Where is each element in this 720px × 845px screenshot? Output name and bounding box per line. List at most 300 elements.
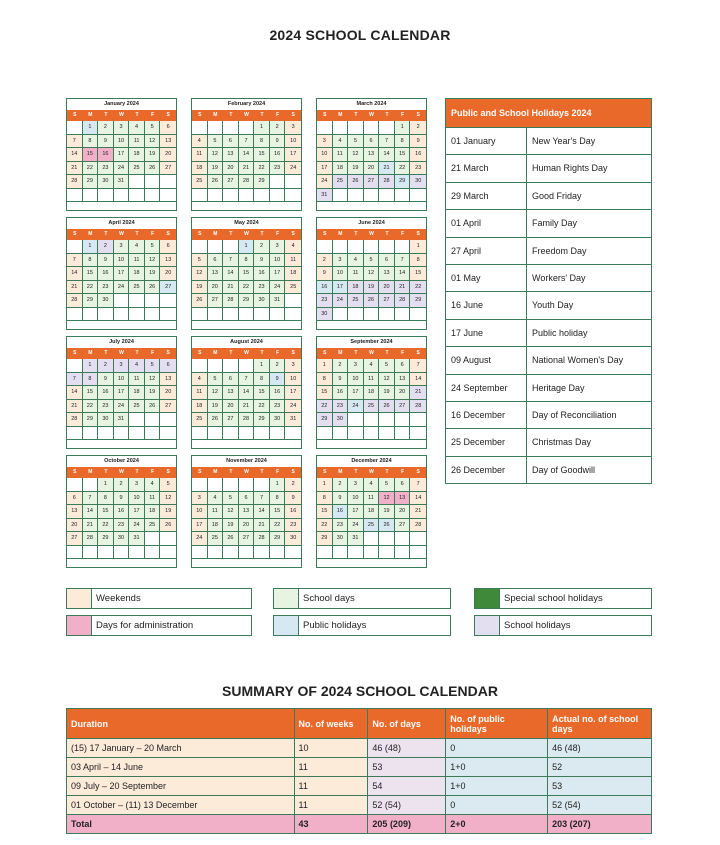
day-cell: 17: [192, 519, 208, 533]
weekday-label: S: [166, 469, 170, 475]
weekday-label: W: [369, 112, 374, 118]
month-name: January 2024: [67, 99, 176, 110]
day-cell: 27: [223, 175, 239, 189]
summary-cell: 11: [294, 758, 368, 777]
day-cell: 9: [317, 267, 333, 281]
summary-title: SUMMARY OF 2024 SCHOOL CALENDAR: [222, 683, 498, 699]
day-cell: 30: [285, 532, 301, 546]
day-cell: 25: [208, 532, 224, 546]
day-cell: [395, 532, 411, 546]
weekday-label: T: [229, 112, 233, 118]
day-cell: 21: [410, 505, 426, 519]
day-cell: 6: [160, 121, 176, 135]
day-cell: 29: [270, 532, 286, 546]
day-cell: 17: [285, 386, 301, 400]
day-cell: [410, 413, 426, 427]
day-cell: 17: [285, 148, 301, 162]
day-cell: 28: [67, 294, 83, 308]
weekday-label: W: [244, 231, 249, 237]
day-cell: 22: [395, 162, 411, 176]
day-cell: [395, 240, 411, 254]
day-cell: 11: [129, 135, 145, 149]
month-calendar: [316, 217, 427, 330]
day-cell: [83, 427, 99, 441]
day-cell: 24: [285, 162, 301, 176]
day-cell: [254, 427, 270, 441]
day-cell: 30: [270, 413, 286, 427]
day-cell: [364, 413, 380, 427]
day-cell: [317, 427, 333, 441]
holiday-date: 01 April: [446, 210, 527, 237]
holiday-name: National Women's Day: [532, 355, 624, 366]
day-cell: 24: [114, 162, 130, 176]
weekday-label: T: [385, 469, 389, 475]
day-cell: 10: [285, 135, 301, 149]
weekday-label: F: [401, 231, 405, 237]
day-cell: 22: [98, 519, 114, 533]
day-cell: 15: [254, 148, 270, 162]
day-cell: 19: [379, 386, 395, 400]
weekday-label: W: [119, 350, 124, 356]
day-cell: 7: [379, 135, 395, 149]
day-cell: [364, 308, 380, 322]
day-cell: [395, 546, 411, 560]
day-cell: [254, 189, 270, 203]
weekday-label: S: [323, 231, 327, 237]
day-cell: 2: [410, 121, 426, 135]
day-cell: 28: [239, 413, 255, 427]
day-cell: 3: [129, 478, 145, 492]
day-cell: 19: [208, 162, 224, 176]
month-calendar: [191, 98, 302, 211]
day-cell: 5: [348, 135, 364, 149]
weekday-label: T: [229, 469, 233, 475]
day-cell: 16: [270, 386, 286, 400]
day-cell: [317, 121, 333, 135]
day-cell: 7: [67, 135, 83, 149]
day-cell: [67, 240, 83, 254]
day-cell: 27: [67, 532, 83, 546]
summary-header-days: No. of days: [368, 709, 446, 739]
holiday-date: 16 June: [446, 292, 527, 319]
day-cell: [410, 427, 426, 441]
day-cell: 6: [395, 359, 411, 373]
day-cell: 20: [223, 400, 239, 414]
day-cell: [270, 308, 286, 322]
day-cell: [285, 308, 301, 322]
day-cell: 26: [208, 175, 224, 189]
weekday-header: [317, 110, 426, 121]
summary-header-duration: Duration: [67, 709, 295, 739]
day-cell: 2: [317, 254, 333, 268]
day-cell: 6: [364, 135, 380, 149]
day-cell: 24: [192, 532, 208, 546]
day-cell: 3: [285, 359, 301, 373]
day-cell: [192, 427, 208, 441]
day-cell: 31: [114, 175, 130, 189]
day-cell: 4: [364, 359, 380, 373]
day-cell: 20: [379, 281, 395, 295]
month-name: October 2024: [67, 456, 176, 467]
day-cell: 11: [364, 492, 380, 506]
weekday-label: T: [260, 112, 264, 118]
day-cell: [379, 532, 395, 546]
day-cell: 12: [192, 267, 208, 281]
day-cell: [208, 546, 224, 560]
day-cell: 15: [83, 386, 99, 400]
day-cell: 6: [395, 478, 411, 492]
day-cell: [239, 427, 255, 441]
day-cell: 13: [364, 148, 380, 162]
day-cell: [223, 189, 239, 203]
day-cell: [129, 294, 145, 308]
holiday-row: [446, 182, 651, 209]
day-cell: [208, 359, 224, 373]
day-cell: [83, 308, 99, 322]
day-cell: 11: [192, 148, 208, 162]
day-cell: 3: [348, 478, 364, 492]
day-cell: 16: [317, 281, 333, 295]
summary-total-row: [67, 815, 652, 834]
day-cell: 26: [208, 413, 224, 427]
holiday-date: 27 April: [446, 238, 527, 265]
day-cell: 7: [395, 254, 411, 268]
day-cell: 20: [208, 281, 224, 295]
summary-row: [67, 777, 652, 796]
day-cell: 1: [317, 478, 333, 492]
weekday-label: T: [135, 350, 139, 356]
day-cell: 12: [208, 386, 224, 400]
day-cell: 19: [160, 505, 176, 519]
day-cell: 12: [379, 373, 395, 387]
day-cell: 23: [114, 519, 130, 533]
weekday-header: [67, 110, 176, 121]
day-cell: 11: [348, 267, 364, 281]
day-cell: 21: [395, 281, 411, 295]
day-cell: [160, 294, 176, 308]
day-cell: [160, 175, 176, 189]
month-calendar: [66, 217, 177, 330]
month-name: August 2024: [192, 337, 301, 348]
holiday-row: [446, 291, 651, 318]
day-cell: [223, 359, 239, 373]
day-cell: 22: [83, 281, 99, 295]
day-cell: 5: [223, 492, 239, 506]
day-cell: 26: [145, 162, 161, 176]
summary-cell: 1+0: [446, 758, 548, 777]
day-cell: 16: [114, 505, 130, 519]
legend-swatch-school-days: [274, 589, 299, 608]
day-cell: [208, 427, 224, 441]
day-cell: 23: [270, 400, 286, 414]
day-cell: 16: [98, 386, 114, 400]
day-cell: [67, 189, 83, 203]
day-cell: [129, 175, 145, 189]
day-cell: 20: [395, 505, 411, 519]
day-cell: [114, 294, 130, 308]
day-cell: 29: [98, 532, 114, 546]
summary-cell: 2+0: [446, 815, 548, 834]
day-cell: [114, 427, 130, 441]
summary-header-weeks: No. of weeks: [294, 709, 368, 739]
day-cell: [285, 546, 301, 560]
summary-cell: 53: [548, 777, 652, 796]
day-cell: [192, 240, 208, 254]
day-cell: 5: [379, 359, 395, 373]
day-cell: 1: [395, 121, 411, 135]
day-cell: 13: [223, 386, 239, 400]
day-cell: 3: [333, 254, 349, 268]
day-cell: [348, 427, 364, 441]
weekday-label: W: [119, 112, 124, 118]
summary-cell: 09 July – 20 September: [67, 777, 295, 796]
day-cell: [98, 308, 114, 322]
weekday-label: M: [213, 350, 218, 356]
holiday-name: Day of Goodwill: [532, 464, 596, 475]
day-cell: 20: [160, 386, 176, 400]
day-cell: 9: [270, 135, 286, 149]
day-cell: [145, 294, 161, 308]
day-cell: [223, 308, 239, 322]
day-cell: 5: [145, 240, 161, 254]
day-cell: 7: [239, 135, 255, 149]
holiday-row: [446, 319, 651, 346]
day-cell: 12: [223, 505, 239, 519]
day-cell: 15: [83, 267, 99, 281]
day-cell: [145, 427, 161, 441]
summary-cell: 03 April – 14 June: [67, 758, 295, 777]
month-calendar: [191, 217, 302, 330]
day-cell: 31: [348, 532, 364, 546]
day-cell: [160, 427, 176, 441]
day-cell: 4: [364, 478, 380, 492]
day-cell: 9: [333, 492, 349, 506]
day-cell: 14: [410, 373, 426, 387]
day-cell: 21: [239, 162, 255, 176]
day-cell: 13: [239, 505, 255, 519]
day-cell: 22: [317, 519, 333, 533]
day-cell: 3: [285, 121, 301, 135]
weekday-label: T: [104, 350, 108, 356]
day-cell: [239, 121, 255, 135]
day-cell: 15: [83, 148, 99, 162]
day-cell: 12: [145, 373, 161, 387]
day-cell: [395, 189, 411, 203]
weekday-label: M: [213, 469, 218, 475]
day-cell: 3: [114, 121, 130, 135]
weekday-label: S: [198, 231, 202, 237]
day-cell: 5: [145, 359, 161, 373]
weekday-label: F: [276, 112, 280, 118]
month-name: April 2024: [67, 218, 176, 229]
day-cell: [192, 308, 208, 322]
weekday-label: M: [88, 469, 93, 475]
day-cell: [145, 175, 161, 189]
day-cell: [67, 546, 83, 560]
day-cell: 15: [410, 267, 426, 281]
day-cell: 14: [223, 267, 239, 281]
summary-cell: 43: [294, 815, 368, 834]
day-cell: 11: [285, 254, 301, 268]
month-calendar: [316, 455, 427, 568]
day-cell: 5: [208, 135, 224, 149]
holiday-date: 24 September: [446, 375, 527, 402]
legend-item-school-days: School days: [273, 588, 451, 609]
day-cell: 12: [379, 492, 395, 506]
day-cell: [395, 413, 411, 427]
day-cell: [379, 308, 395, 322]
day-cell: 9: [410, 135, 426, 149]
day-cell: 6: [239, 492, 255, 506]
day-cell: 10: [114, 373, 130, 387]
day-cell: 18: [208, 519, 224, 533]
day-cell: 13: [160, 135, 176, 149]
day-cell: 15: [254, 386, 270, 400]
day-cell: 1: [83, 240, 99, 254]
day-cell: 22: [239, 281, 255, 295]
day-cell: [208, 240, 224, 254]
day-cell: 2: [98, 240, 114, 254]
day-grid: [317, 240, 426, 329]
day-cell: [285, 294, 301, 308]
day-cell: [317, 240, 333, 254]
day-cell: 10: [317, 148, 333, 162]
weekday-label: F: [151, 469, 155, 475]
day-grid: [67, 240, 176, 329]
day-cell: 27: [208, 294, 224, 308]
day-cell: 21: [67, 400, 83, 414]
day-cell: 27: [395, 400, 411, 414]
day-cell: 23: [410, 162, 426, 176]
holiday-name: Freedom Day: [532, 245, 587, 256]
day-cell: [364, 427, 380, 441]
day-cell: [129, 546, 145, 560]
day-cell: 3: [270, 240, 286, 254]
day-cell: 23: [270, 162, 286, 176]
day-cell: 4: [192, 135, 208, 149]
weekday-label: M: [338, 112, 343, 118]
day-cell: [333, 121, 349, 135]
weekday-label: F: [151, 112, 155, 118]
weekday-label: M: [338, 231, 343, 237]
legend-swatch-school-holidays: [475, 616, 500, 635]
day-cell: 7: [83, 492, 99, 506]
day-cell: 14: [67, 148, 83, 162]
weekday-label: M: [213, 231, 218, 237]
day-cell: 9: [254, 254, 270, 268]
day-cell: 6: [67, 492, 83, 506]
day-cell: [129, 189, 145, 203]
weekday-label: W: [244, 350, 249, 356]
day-cell: [160, 546, 176, 560]
weekday-label: S: [291, 231, 295, 237]
day-grid: [192, 121, 301, 210]
weekday-header: [67, 229, 176, 240]
weekday-label: S: [416, 231, 420, 237]
day-cell: 8: [254, 135, 270, 149]
day-cell: [145, 413, 161, 427]
holiday-date: 26 December: [446, 457, 527, 484]
day-cell: 13: [395, 492, 411, 506]
day-cell: 12: [160, 492, 176, 506]
day-cell: 7: [223, 254, 239, 268]
day-cell: 13: [223, 148, 239, 162]
day-cell: [145, 532, 161, 546]
day-cell: 19: [145, 148, 161, 162]
day-cell: 8: [83, 135, 99, 149]
weekday-label: M: [88, 112, 93, 118]
day-cell: 1: [270, 478, 286, 492]
day-cell: [160, 308, 176, 322]
weekday-label: S: [416, 469, 420, 475]
day-cell: 19: [145, 267, 161, 281]
weekday-label: M: [213, 112, 218, 118]
holiday-date: 16 December: [446, 402, 527, 429]
day-cell: 11: [145, 492, 161, 506]
weekday-label: S: [323, 469, 327, 475]
day-cell: 2: [333, 359, 349, 373]
day-cell: 18: [348, 281, 364, 295]
day-cell: 18: [285, 267, 301, 281]
month-name: November 2024: [192, 456, 301, 467]
day-cell: 15: [317, 386, 333, 400]
day-cell: 8: [317, 492, 333, 506]
day-cell: 9: [98, 254, 114, 268]
holiday-date: 01 May: [446, 265, 527, 292]
day-cell: 15: [270, 505, 286, 519]
day-cell: 14: [67, 386, 83, 400]
day-cell: 27: [160, 281, 176, 295]
day-cell: 13: [379, 267, 395, 281]
day-cell: 16: [270, 148, 286, 162]
day-cell: 21: [254, 519, 270, 533]
day-cell: 2: [333, 478, 349, 492]
day-cell: [98, 427, 114, 441]
day-cell: [239, 189, 255, 203]
weekday-label: S: [73, 231, 77, 237]
day-cell: 5: [160, 478, 176, 492]
month-calendar: [66, 336, 177, 449]
summary-cell: 01 October – (11) 13 December: [67, 796, 295, 815]
day-cell: 25: [192, 175, 208, 189]
summary-cell: 53: [368, 758, 446, 777]
weekday-label: T: [385, 350, 389, 356]
day-cell: 20: [223, 162, 239, 176]
legend-swatch-administration: [67, 616, 92, 635]
day-cell: 11: [129, 373, 145, 387]
day-cell: [83, 189, 99, 203]
day-cell: 26: [192, 294, 208, 308]
holiday-name: Youth Day: [532, 300, 574, 311]
month-name: September 2024: [317, 337, 426, 348]
summary-row: [67, 796, 652, 815]
day-cell: [364, 240, 380, 254]
day-cell: 25: [129, 400, 145, 414]
day-cell: 16: [410, 148, 426, 162]
day-cell: 13: [160, 373, 176, 387]
day-cell: 15: [98, 505, 114, 519]
day-cell: [364, 546, 380, 560]
day-cell: 6: [223, 373, 239, 387]
day-cell: 24: [333, 294, 349, 308]
day-cell: 14: [254, 505, 270, 519]
day-cell: 20: [67, 519, 83, 533]
day-cell: 26: [223, 532, 239, 546]
day-cell: 26: [145, 400, 161, 414]
day-cell: 10: [348, 492, 364, 506]
day-grid: [317, 478, 426, 567]
summary-cell: 46 (48): [548, 739, 652, 758]
